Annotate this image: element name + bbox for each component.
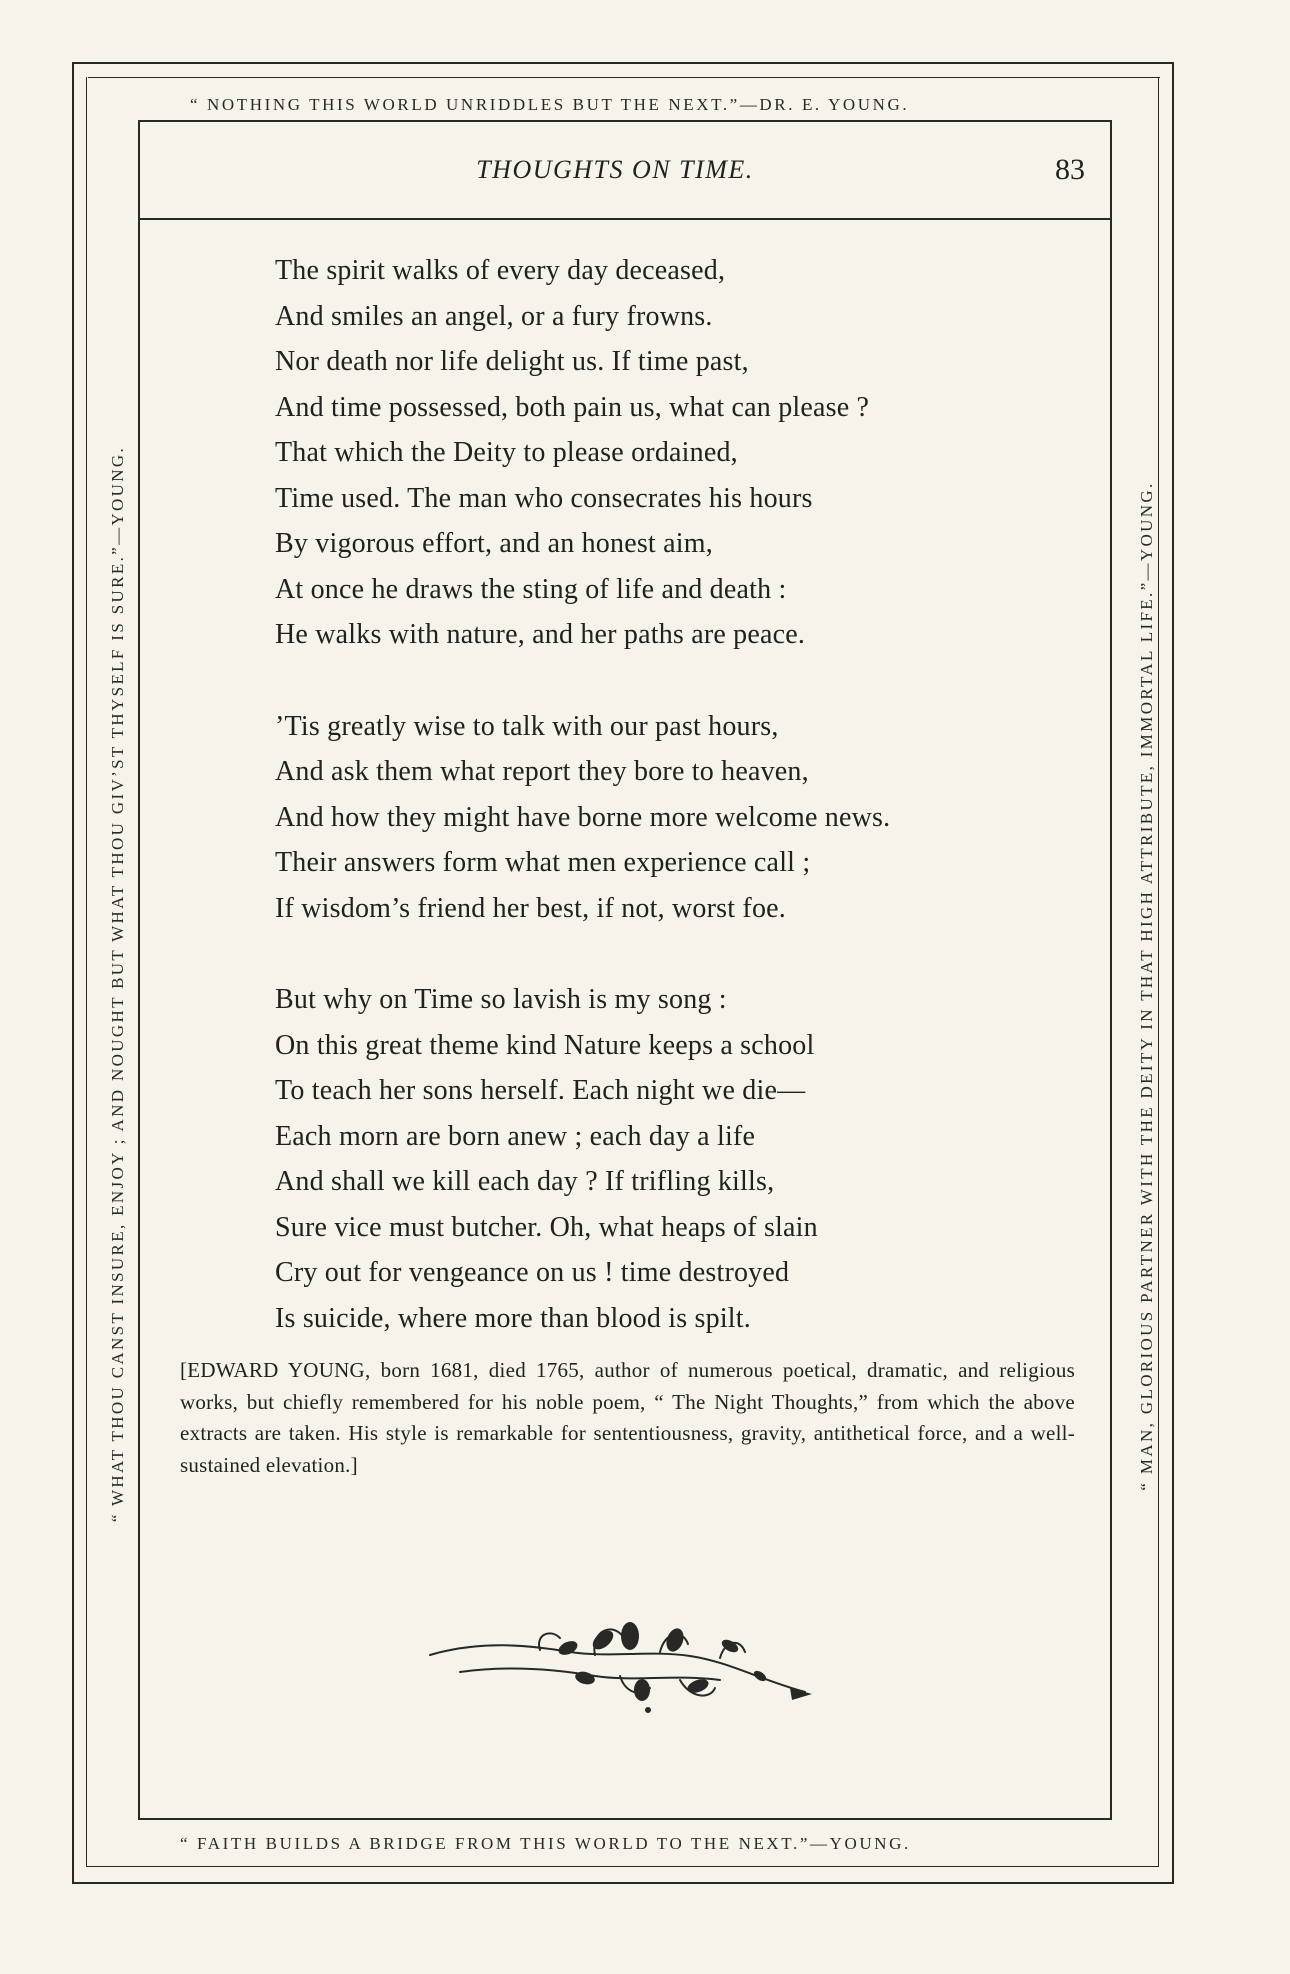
poem-line: Their answers form what men experience call ; xyxy=(275,847,811,878)
outer-frame-left-inner xyxy=(86,77,87,1867)
poem-line: If wisdom’s friend her best, if not, worst foe. xyxy=(275,892,786,924)
poem-line: ’Tis greatly wise to talk with our past hours, xyxy=(275,710,779,742)
poem-line: And smiles an angel, or a fury frowns. xyxy=(275,300,713,332)
poem-line: Sure vice must butcher. Oh, what heaps of slain xyxy=(275,1211,818,1243)
running-title: THOUGHTS ON TIME. xyxy=(476,155,754,184)
poem-line: At once he draws the sting of life and death : xyxy=(275,573,787,605)
inner-frame-bottom xyxy=(138,1818,1112,1820)
left-border-quote: “ WHAT THOU CANST INSURE, ENJOY ; AND NOUGHT BUT WHAT THOU GIV’ST THYSELF IS SURE.”—YOUNG. xyxy=(108,445,127,1523)
outer-frame-top-inner xyxy=(88,77,1160,78)
poem-line: But why on Time so lavish is my song : xyxy=(275,984,727,1015)
poem-line: And time possessed, both pain us, what can please ? xyxy=(275,391,870,423)
biographical-note: [EDWARD YOUNG, born 1681, died 1765, author of numerous poetical, dramatic, and religious works, but chiefly remembered for his noble poem, “ The Night Thoughts,” from which the above extracts are taken. His style is remarkable for sententiousness, gravity, antithetical force, and a well-sustained elevation.] xyxy=(180,1358,1075,1477)
poem-line: He walks with nature, and her paths are peace. xyxy=(275,619,806,650)
floral-vine-ornament-icon xyxy=(420,1610,820,1720)
outer-frame-right-inner xyxy=(1158,77,1159,1867)
poem-line: That which the Deity to please ordained, xyxy=(275,437,738,468)
inner-frame-top xyxy=(138,120,1112,122)
top-border-quote: “ NOTHING THIS WORLD UNRIDDLES BUT THE NEXT.”—DR. E. YOUNG. xyxy=(190,95,910,114)
poem-line: Time used. The man who consecrates his hours xyxy=(275,482,813,514)
header-rule xyxy=(138,218,1112,220)
poem-line: And how they might have borne more welcome news. xyxy=(275,801,891,833)
poem-line: Each morn are born anew ; each day a life xyxy=(275,1120,756,1152)
poem-line: Nor death nor life delight us. If time past, xyxy=(275,346,749,377)
poem-line: Is suicide, where more than blood is spilt. xyxy=(275,1302,751,1334)
outer-frame-bottom xyxy=(72,1882,1174,1884)
poem-line: On this great theme kind Nature keeps a school xyxy=(275,1029,815,1061)
outer-frame-bottom-inner xyxy=(86,1866,1159,1867)
poem-line: And shall we kill each day ? If trifling kills, xyxy=(275,1166,775,1197)
poem-line: Cry out for vengeance on us ! time destroyed xyxy=(275,1257,790,1288)
poem-line: The spirit walks of every day deceased, xyxy=(275,255,726,286)
poem-line: By vigorous effort, and an honest aim, xyxy=(275,528,713,559)
poem-line: To teach her sons herself. Each night we die— xyxy=(275,1075,806,1106)
poem-stanza-2 xyxy=(275,704,1095,932)
poem xyxy=(275,248,1095,1341)
inner-frame-right xyxy=(1110,120,1112,1820)
right-border-quote: “ MAN, GLORIOUS PARTNER WITH THE DEITY IN THAT HIGH ATTRIBUTE, IMMORTAL LIFE.”—YOUNG. xyxy=(1137,481,1156,1491)
bottom-border-quote: “ FAITH BUILDS A BRIDGE FROM THIS WORLD TO THE NEXT.”—YOUNG. xyxy=(180,1834,911,1853)
poem-stanza-1 xyxy=(275,248,1095,658)
outer-frame-right xyxy=(1172,62,1174,1884)
inner-frame-left xyxy=(138,120,140,1820)
outer-frame-left xyxy=(72,62,74,1884)
outer-frame-top xyxy=(72,62,1174,64)
poem-line: And ask them what report they bore to heaven, xyxy=(275,756,809,787)
page-number: 83 xyxy=(1055,153,1085,186)
poem-stanza-3 xyxy=(275,977,1095,1341)
